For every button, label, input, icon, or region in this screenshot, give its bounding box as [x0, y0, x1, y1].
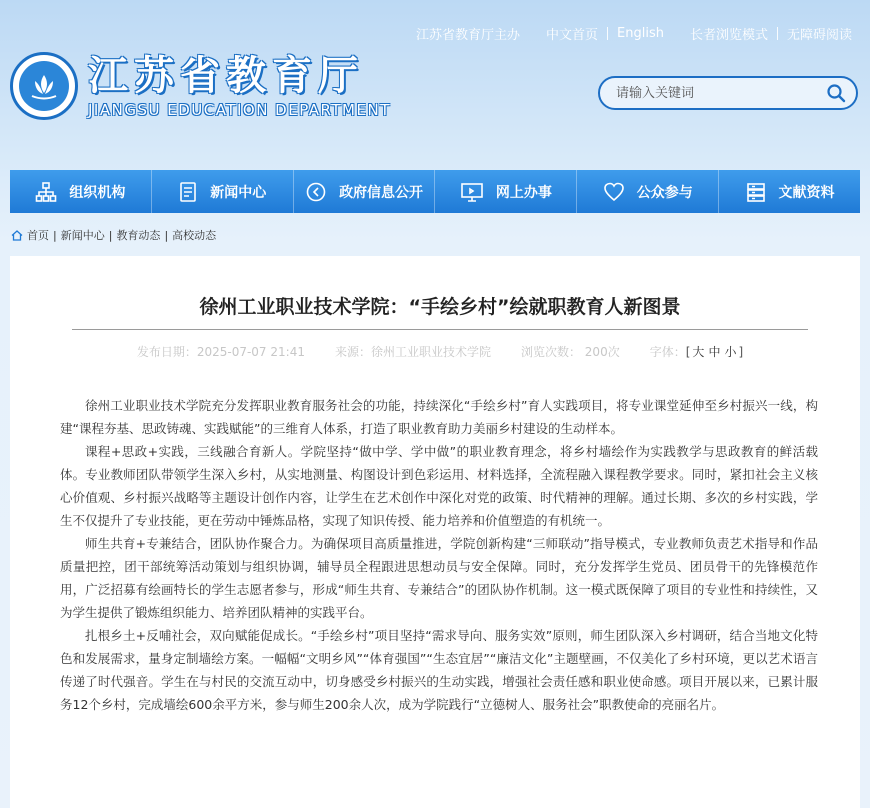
org-chart-icon: [35, 181, 57, 203]
article-paragraph: 师生共育+专兼结合，团队协作聚合力。为确保项目高质量推进，学院创新构建“三师联动”指导模式，专业教师负责艺术指导和作品质量把控，团干部统筹活动策划与组织协调，辅导员全程跟进思想动员与安全保障。同时，充分发挥学生党员、团员骨干的先锋模范作用，广泛招募有绘画特长的学生志愿者参与，形成“师生共育、专兼结合”的团队协作机制。这一模式既保障了项目的专业性和持续性，又为学生提供了锻炼组织能力、培养团队精神的实践平台。: [60, 536, 818, 620]
monitor-icon: [460, 181, 484, 203]
article-paragraph: 扎根乡土+反哺社会，双向赋能促成长。“手绘乡村”项目坚持“需求导向、服务实效”原则，师生团队深入乡村调研，结合当地文化特色和发展需求，量身定制墙绘方案。一幅幅“文明乡风”“体育强国”“生态宜居”“廉洁文化”主题壁画，不仅美化了乡村环境，更以艺术语言传递了时代强音。学生在与村民的交流互动中，切身感受乡村振兴的生动实践，增强社会责任感和职业使命感。项目开展以来，已累计服务12个乡村，完成墙绘600余平方米，参与师生200余人次，成为学院践行“立德树人、服务社会”职教使命的亮丽名片。: [60, 628, 818, 712]
nav-label: 文献资料: [778, 184, 835, 201]
home-link[interactable]: 中文首页: [546, 28, 599, 43]
english-link[interactable]: English: [617, 26, 664, 41]
elderly-mode-link[interactable]: 长者浏览模式: [689, 28, 768, 43]
emblem-icon: [10, 52, 78, 120]
divider: [607, 27, 608, 40]
breadcrumb-sep: |: [164, 228, 169, 242]
nav-label: 公众参与: [636, 184, 693, 201]
site-logo[interactable]: [10, 52, 391, 120]
search-box: [598, 76, 858, 110]
search-button[interactable]: [816, 78, 856, 108]
article-paragraph: 徐州工业职业技术学院充分发挥职业教育服务社会的功能，持续深化“手绘乡村”育人实践项目，将专业课堂延伸至乡村振兴一线，构建“课程夯基、思政铸魂、实践赋能”的三维育人体系，打造了职业教育助力美丽乡村建设的生动样本。: [60, 398, 818, 436]
host-link[interactable]: 江苏省教育厅主办: [415, 28, 520, 43]
nav-gov-info[interactable]: [294, 170, 436, 213]
breadcrumb-sep: |: [53, 228, 57, 242]
nav-label: 网上办事: [495, 184, 552, 201]
brand-name-en: JIANGSU EDUCATION DEPARTMENT: [88, 101, 391, 119]
nav-online-service[interactable]: [435, 170, 577, 213]
stack-icon: [745, 181, 767, 203]
nav-public-participation[interactable]: [577, 170, 719, 213]
divider: [777, 27, 778, 40]
article-title: 徐州工业职业技术学院：“手绘乡村”绘就职教育人新图景: [199, 296, 681, 318]
home-icon: [11, 230, 23, 241]
nav-documents[interactable]: [719, 170, 860, 213]
font-size-control: 字体：[ 大 中 小 ]: [649, 345, 744, 359]
title-divider: [72, 329, 808, 330]
nav-label: 新闻中心: [210, 184, 267, 201]
font-size-small[interactable]: 小: [724, 345, 737, 359]
font-size-large[interactable]: 大: [692, 345, 705, 359]
search-input[interactable]: [600, 86, 816, 101]
nav-news[interactable]: [152, 170, 294, 213]
breadcrumb-news[interactable]: 新闻中心: [60, 229, 105, 242]
main-nav: [10, 170, 860, 213]
breadcrumb: [11, 227, 216, 243]
brand-name-cn: 江苏省教育厅: [88, 52, 364, 99]
top-links: [416, 24, 852, 43]
article-paragraph: 课程+思政+实践，三线融合育新人。学院坚持“做中学、学中做”的职业教育理念，将乡村墙绘作为实践教学与思政教育的鲜活载体。专业教师团队带领学生深入乡村，从实地测量、构图设计到色彩运用、材料选择，全流程融入课程教学要求。同时，紧扣社会主义核心价值观、乡村振兴战略等主题设计创作内容，让学生在艺术创作中深化对党的政策、时代精神的理解。通过长期、多次的乡村实践，学生不仅提升了专业技能，更在劳动中锤炼品格，实现了知识传授、能力培养和价值塑造的有机统一。: [60, 444, 818, 528]
publish-date: 发布日期：2025-07-07 21:41: [136, 345, 305, 359]
view-count: 浏览次数： 200次: [520, 345, 620, 359]
breadcrumb-college-news[interactable]: 高校动态: [172, 229, 217, 242]
breadcrumb-home[interactable]: 首页: [27, 229, 49, 242]
article-meta: [72, 343, 808, 360]
article-panel: [10, 256, 860, 808]
document-icon: [178, 181, 198, 203]
nav-label: 组织机构: [69, 184, 126, 201]
heart-icon: [603, 182, 625, 202]
play-circle-icon: [305, 181, 327, 203]
breadcrumb-edu-news[interactable]: 教育动态: [116, 229, 161, 242]
font-size-medium[interactable]: 中: [708, 345, 721, 359]
article-body: [60, 394, 818, 716]
search-icon: [826, 83, 846, 103]
breadcrumb-sep: |: [108, 228, 113, 242]
article-source: 来源：徐州工业职业技术学院: [334, 345, 491, 359]
nav-label: 政府信息公开: [339, 184, 424, 201]
nav-org[interactable]: [10, 170, 152, 213]
accessible-reading-link[interactable]: 无障碍阅读: [786, 28, 852, 43]
font-size-label: 字体：: [649, 345, 686, 359]
